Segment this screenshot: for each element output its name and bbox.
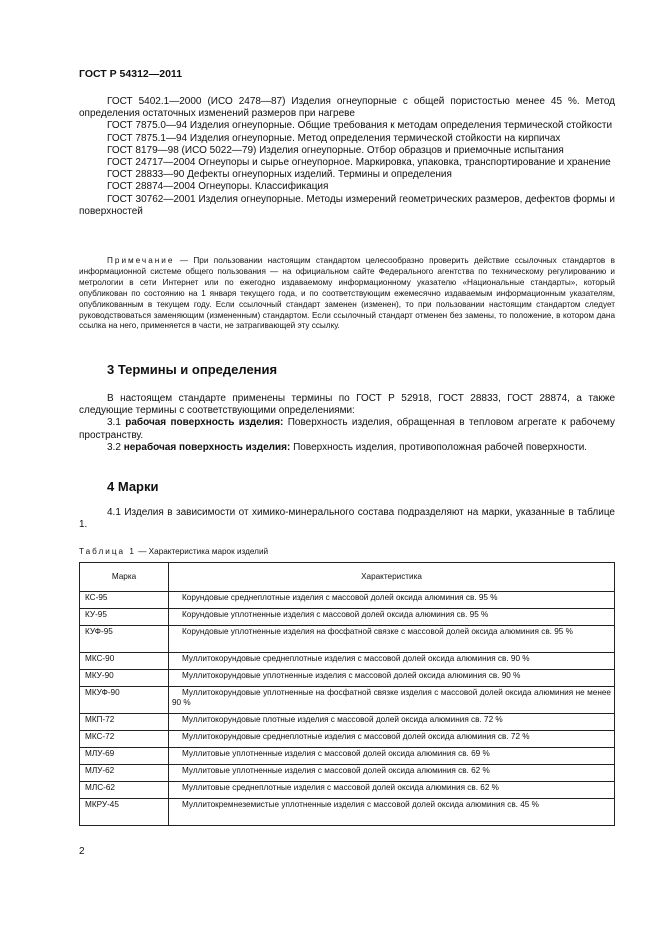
mark-cell: МКРУ-45 xyxy=(80,799,169,826)
term-definition xyxy=(79,442,615,454)
table-row xyxy=(80,653,615,670)
mark-cell: МКП-72 xyxy=(80,714,169,731)
section-4-heading: 4 Марки xyxy=(107,479,159,494)
characteristic-cell: Муллитовые уплотненные изделия с массовой долей оксида алюминия св. 69 % xyxy=(169,748,615,765)
characteristic-cell: Корундовые уплотненные изделия на фосфатной связке с массовой долей оксида алюминия св. 95 % xyxy=(169,626,615,653)
reference-item: ГОСТ 30762—2001 Изделия огнеупорные. Методы измерений геометрических размеров, дефектов формы и поверхностей xyxy=(79,193,615,217)
note-label: Примечание xyxy=(107,256,175,265)
term-number: 3.1 xyxy=(107,417,126,429)
term-definition xyxy=(79,417,615,441)
characteristic-cell: Муллитокремнеземистые уплотненные изделия с массовой долей оксида алюминия св. 45 % xyxy=(169,799,615,826)
column-header-characteristic: Характеристика xyxy=(169,563,615,592)
table-row xyxy=(80,670,615,687)
characteristic-cell: Муллитовые уплотненные изделия с массовой долей оксида алюминия св. 62 % xyxy=(169,765,615,782)
marks-paragraph: 4.1 Изделия в зависимости от химико-минерального состава подразделяют на марки, указанные в таблице 1. xyxy=(79,507,615,531)
table-header-row xyxy=(80,563,615,592)
mark-cell: КС-95 xyxy=(80,592,169,609)
normative-references xyxy=(79,96,615,218)
page-number: 2 xyxy=(79,846,85,857)
reference-item: ГОСТ 28833—90 Дефекты огнеупорных изделий. Термины и определения xyxy=(107,169,452,181)
reference-item: ГОСТ 7875.0—94 Изделия огнеупорные. Общие требования к методам определения термической стойкости xyxy=(107,120,613,132)
table-row xyxy=(80,748,615,765)
table-row xyxy=(80,714,615,731)
table-row xyxy=(80,609,615,626)
marks-section xyxy=(79,507,615,531)
characteristic-cell: Муллитокорундовые среднеплотные изделия с массовой долей оксида алюминия св. 72 % xyxy=(169,731,615,748)
table-row xyxy=(80,592,615,609)
terms-section xyxy=(79,393,615,454)
mark-cell: МЛС-62 xyxy=(80,782,169,799)
note-text: — При пользовании настоящим стандартом целесообразно проверить действие ссылочных стандартов в информационной системе общего пользования — на официальном сайте Федерального агентства по техническому регулированию и метрологии в сети Интернет или по ежегодно издаваемому информационному указателю «Национальные стандарты», который опубликован по состоянию на 1 января текущего года, и по соответствующим ежемесячно издаваемым информационным указателям, опубликованным в текущем году. Если ссылочный стандарт заменен (изменен), то при пользовании настоящим стандартом следует руководствоваться заменяющим (измененным) стандартом. Если ссылочный стандарт отменен без замены, то положение, в котором дана ссылка на него, применяется в части, не затрагивающей эту ссылку. xyxy=(79,256,615,331)
term-name: нерабочая поверхность изделия: xyxy=(123,441,291,453)
characteristic-cell: Муллитокорундовые среднеплотные изделия с массовой долей оксида алюминия св. 90 % xyxy=(169,653,615,670)
note-paragraph xyxy=(79,256,615,332)
note-block xyxy=(79,256,615,332)
document-header: ГОСТ Р 54312—2011 xyxy=(79,68,183,80)
characteristic-cell: Муллитокорундовые уплотненные на фосфатной связке изделия с массовой долей оксида алюминия не менее 90 % xyxy=(169,687,615,714)
column-header-mark: Марка xyxy=(80,563,169,592)
term-number: 3.2 xyxy=(107,441,124,453)
characteristic-cell: Муллитокорундовые плотные изделия с массовой долей оксида алюминия св. 72 % xyxy=(169,714,615,731)
mark-cell: МКУФ-90 xyxy=(80,687,169,714)
mark-cell: МКС-72 xyxy=(80,731,169,748)
mark-cell: КУФ-95 xyxy=(80,626,169,653)
reference-item: ГОСТ 5402.1—2000 (ИСО 2478—87) Изделия огнеупорные с общей пористостью менее 45 %. Метод определения остаточных изменений размеров при нагреве xyxy=(79,96,615,120)
characteristic-cell: Корундовые среднеплотные изделия с массовой долей оксида алюминия св. 95 % xyxy=(169,592,615,609)
table-row xyxy=(80,626,615,653)
characteristic-cell: Муллитовые среднеплотные изделия с массовой долей оксида алюминия св. 62 % xyxy=(169,782,615,799)
table-row xyxy=(80,765,615,782)
characteristic-cell: Муллитокорундовые уплотненные изделия с массовой долей оксида алюминия св. 90 % xyxy=(169,670,615,687)
mark-cell: КУ-95 xyxy=(80,609,169,626)
reference-item: ГОСТ 24717—2004 Огнеупоры и сырье огнеупорное. Маркировка, упаковка, транспортирование и хранение xyxy=(107,157,611,169)
reference-item: ГОСТ 28874—2004 Огнеупоры. Классификация xyxy=(107,181,329,193)
term-text: Поверхность изделия, противоположная рабочей поверхности. xyxy=(290,441,588,453)
table-row xyxy=(80,687,615,714)
table-caption xyxy=(79,547,268,556)
mark-cell: МКС-90 xyxy=(80,653,169,670)
mark-cell: МКУ-90 xyxy=(80,670,169,687)
table-row xyxy=(80,799,615,826)
mark-cell: МЛУ-69 xyxy=(80,748,169,765)
table-caption-text: — Характеристика марок изделий xyxy=(135,547,269,556)
terms-intro: В настоящем стандарте применены термины по ГОСТ Р 52918, ГОСТ 28833, ГОСТ 28874, а также следующие термины с соответствующими определениями: xyxy=(79,393,615,417)
table-row xyxy=(80,782,615,799)
table-row xyxy=(80,731,615,748)
reference-item: ГОСТ 8179—98 (ИСО 5022—79) Изделия огнеупорные. Отбор образцов и приемочные испытания xyxy=(107,144,564,156)
reference-item: ГОСТ 7875.1—94 Изделия огнеупорные. Метод определения термической стойкости на кирпичах xyxy=(107,132,561,144)
section-3-heading: 3 Термины и определения xyxy=(107,362,278,377)
mark-cell: МЛУ-62 xyxy=(80,765,169,782)
term-text: Поверхность изделия, обращенная в тепловом агрегате к рабочему пространству. xyxy=(79,417,615,441)
marks-table xyxy=(79,562,615,826)
characteristic-cell: Корундовые уплотненные изделия с массовой долей оксида алюминия св. 95 % xyxy=(169,609,615,626)
table-caption-label: Таблица 1 xyxy=(79,547,136,556)
term-name: рабочая поверхность изделия: xyxy=(125,417,284,429)
